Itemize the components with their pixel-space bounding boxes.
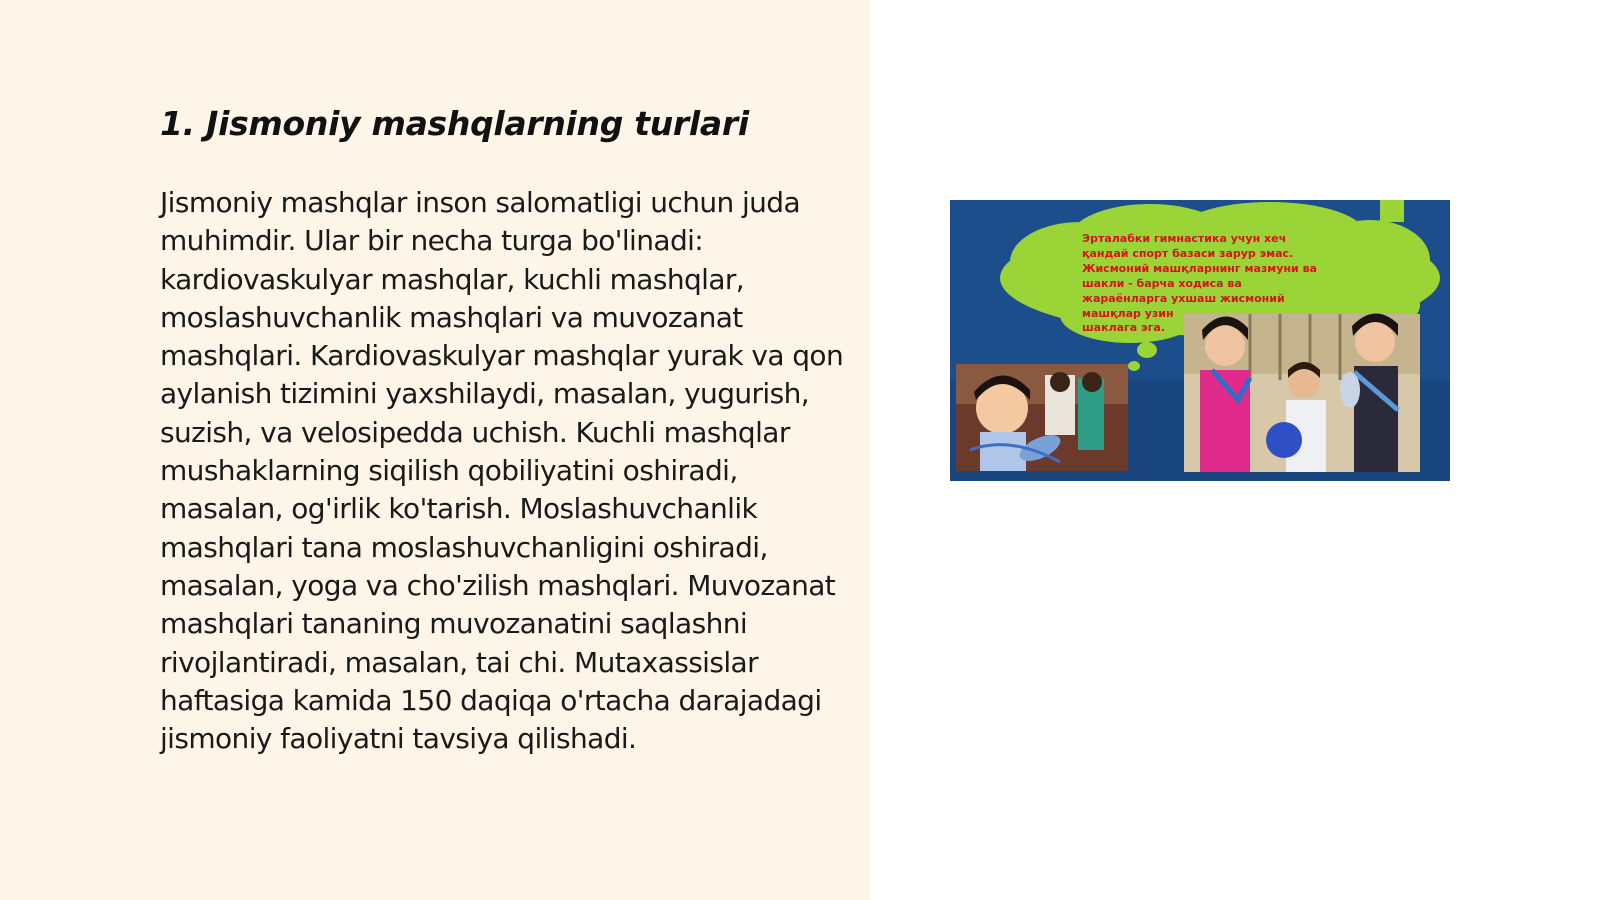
slide-body-text: Jismoniy mashqlar inson salomatligi uchun juda muhimdir. Ular bir necha turga bo'linadi: kardiovaskulyar mashqlar, kuchli mashqlar, moslashuvchanlik mashqlari va muvozanat mashqlari. Kardiovaskulyar mashqlar yurak va qon aylanish tizimini yaxshilaydi, masalan, yugurish, suzish, va velosipedda uchish. Kuchli mashqlar mushaklarning siqilish qobiliyatini oshiradi, masalan, og'irlik ko'tarish. Moslashuvchanlik mashqlari tana moslashuvchanligini oshiradi, masalan, yoga va cho'zilish mashqlari. Muvozanat mashqlari tananing muvozanatini saqlashni rivojlantiradi, masalan, tai chi. Mutaxassislar haftasiga kamida 150 daqiqa o'rtacha darajadagi jismoniy faoliyatni tavsiya qilishadi. — [160, 186, 844, 756]
gymnastics-illustration — [950, 200, 1450, 481]
bubble-line-7: шаклага эга. — [1082, 321, 1165, 334]
bubble-line-6: машқлар узин — [1082, 307, 1174, 320]
right-photo — [1184, 313, 1420, 472]
bubble-line-5: жараёнларга ухшаш жисмоний — [1082, 292, 1285, 305]
bubble-line-4: шакли - барча ходиса ва — [1082, 277, 1242, 290]
left-photo — [956, 364, 1128, 471]
bubble-line-2: қандай спорт базаси зарур эмас. — [1082, 247, 1294, 260]
bubble-line-1: Эрталабки гимнастика учун хеч — [1082, 232, 1287, 245]
slide-title: 1. Jismoniy mashqlarning turlari — [160, 104, 749, 143]
bubble-line-3: Жисмоний машқларнинг мазмуни ва — [1082, 262, 1317, 275]
